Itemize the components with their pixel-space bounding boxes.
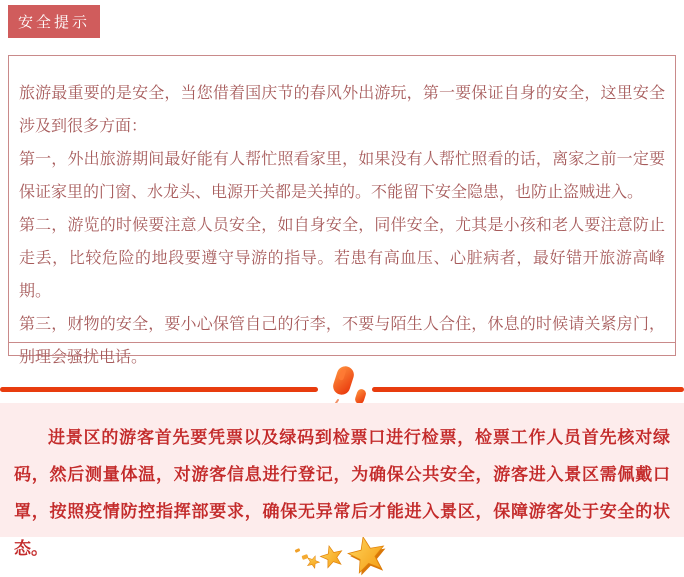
- divider-line-left: [0, 387, 318, 392]
- safety-tips-paragraph-group: [9, 56, 675, 374]
- divider-line-right: [372, 387, 684, 392]
- stars-icon: [286, 537, 398, 577]
- tip-1-paragraph: 第一，外出旅游期间最好能有人帮忙照看家里，如果没有人帮忙照看的话，离家之前一定要保证家里的门窗、水龙头、电源开关都是关掉的。不能留下安全隐患，也防止盗贼进入。: [19, 151, 665, 201]
- tip-2-paragraph: 第二，游览的时候要注意人员安全，如自身安全，同伴安全，尤其是小孩和老人要注意防止走丢，比较危险的地段要遵守导游的指导。若患有高血压、心脏病者，最好错开旅游高峰期。: [19, 217, 665, 300]
- safety-tips-content-box: [8, 55, 676, 366]
- content-box-footer-line: [9, 342, 675, 355]
- intro-paragraph: 旅游最重要的是安全，当您借着国庆节的春风外出游玩，第一要保证自身的安全，这里安全涉及到很多方面：: [19, 85, 665, 135]
- entry-notice-text: 进景区的游客首先要凭票以及绿码到检票口进行检票，检票工作人员首先核对绿码，然后测量体温，对游客信息进行登记，为确保公共安全，游客进入景区需佩戴口罩，按照疫情防控指挥部要求，确保无异常后才能进入景区，保障游客处于安全的状态。: [14, 428, 670, 558]
- safety-tips-header-label: 安全提示: [17, 14, 90, 31]
- entry-notice-panel: [0, 403, 684, 558]
- tip-3-paragraph: 第三，财物的安全，要小心保管自己的行李，不要与陌生人合住，休息的时候请关紧房门，别理会骚扰电话。: [19, 316, 665, 366]
- safety-tips-header-tag: [8, 5, 100, 38]
